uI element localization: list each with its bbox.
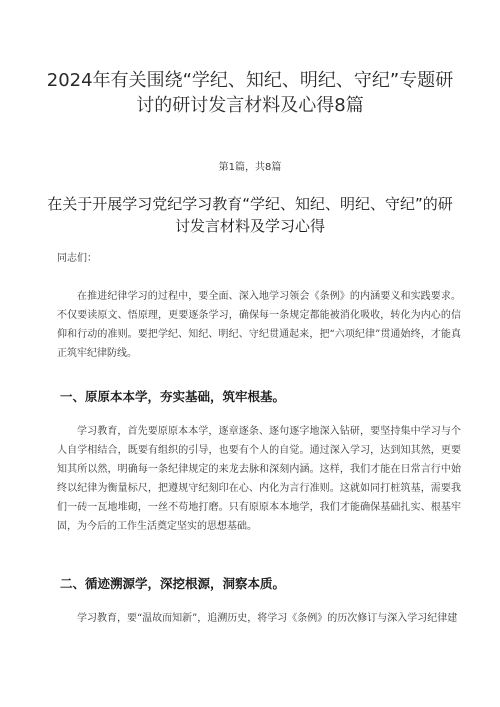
section-heading-1: 一、原原本本学，夯实基础，筑牢根基。 xyxy=(60,389,286,404)
section-heading-2: 二、循迹溯源学，深挖根源，洞察本质。 xyxy=(60,576,286,591)
document-title: 2024年有关围绕“学纪、知纪、明纪、守纪”专题研讨的研讨发言材料及心得8篇 xyxy=(46,70,454,116)
section-1-paragraph: 学习教育，首先要原原本本学，逐章逐条、逐句逐字地深入钻研，要坚持集中学习与个人自学相结合，既要有组织的引导，也要有个人的自觉。通过深入学习，达到知其然，更要知其所以然，明确每一条纪律规定的来龙去脉和深刻内涵。这样，我们才能在日常言行中始终以纪律为衡量标尺，把遵规守纪刻印在心、内化为言行准则。这就如同打桩筑基，需要我们一砖一瓦地堆砌，一丝不苟地打磨。只有原原本本地学，我们才能确保基础扎实、根基牢固，为今后的工作生活奠定坚实的思想基础。 xyxy=(57,426,461,532)
salutation: 同志们： xyxy=(57,253,97,264)
intro-paragraph: 在推进纪律学习的过程中，要全面、深入地学习领会《条例》的内涵要义和实践要求。不仅要读原文、悟原理，更要逐条学习，确保每一条规定都能被消化吸收，转化为内心的信仰和行动的准则。要把学纪、知纪、明纪、守纪贯通起来，把“六项纪律”贯通始终，才能真正筑牢纪律防线。 xyxy=(57,291,461,359)
article-title: 在关于开展学习党纪学习教育“学纪、知纪、明纪、守纪”的研讨发言材料及学习心得 xyxy=(47,195,453,235)
section-2-paragraph: 学习教育，要“温故而知新”，追溯历史，将学习《条例》的历次修订与深入学习纪律建 xyxy=(77,613,458,624)
part-label: 第1篇，共8篇 xyxy=(218,162,282,173)
